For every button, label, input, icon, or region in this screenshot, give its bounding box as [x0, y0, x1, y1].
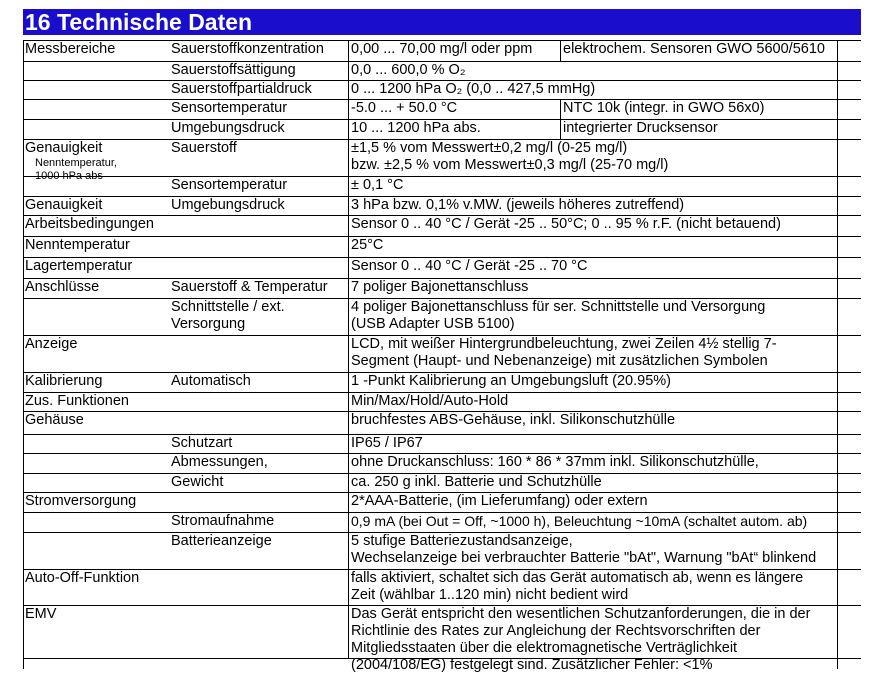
- cell-text: Automatisch: [171, 373, 251, 389]
- cell-c2: [348, 435, 861, 453]
- cell-text: bruchfestes ABS-Gehäuse, inkl. Silikonschutzhülle: [351, 412, 676, 428]
- cell-c2: [348, 474, 861, 492]
- cell-c2: [348, 258, 861, 278]
- table-row: [23, 393, 861, 412]
- cell-c0: [23, 474, 169, 492]
- cell-text: Anzeige: [25, 336, 78, 352]
- spec-table: [23, 40, 861, 673]
- cell-c1: [169, 493, 349, 512]
- cell-text: Versorgung: [171, 316, 246, 332]
- cell-text: ± 0,1 °C: [351, 177, 404, 193]
- cell-c1: [169, 513, 349, 532]
- cell-c1: [169, 81, 349, 99]
- table-left-border: [23, 40, 24, 669]
- cell-text: Lagertemperatur: [25, 258, 133, 274]
- cell-c3: [560, 100, 861, 119]
- table-row: [23, 140, 861, 182]
- cell-c2: [348, 177, 861, 196]
- cell-text: (USB Adapter USB 5100): [351, 316, 515, 332]
- cell-text: Kalibrierung: [25, 373, 103, 389]
- cell-text: Batterieanzeige: [171, 533, 272, 549]
- cell-c1: [169, 533, 349, 569]
- cell-text: Wechselanzeige bei verbrauchter Batterie "bAt", Warnung "bAt“ blinkend: [351, 550, 817, 566]
- table-row: [23, 40, 861, 62]
- table-row: [23, 412, 861, 435]
- cell-text: ±1,5 % vom Messwert±0,2 mg/l (0-25 mg/l): [351, 140, 628, 156]
- cell-c0: [23, 435, 169, 453]
- cell-subtext: Nenntemperatur,: [35, 157, 117, 169]
- cell-c1: [169, 41, 349, 61]
- cell-c2: [348, 412, 861, 434]
- cell-c0: [23, 493, 169, 512]
- cell-c1: [169, 606, 349, 658]
- cell-c1: [169, 373, 349, 392]
- cell-c1: [169, 140, 349, 176]
- cell-c1: [169, 336, 349, 372]
- cell-text: Sauerstoffsättigung: [171, 62, 296, 78]
- cell-c0: [23, 533, 169, 569]
- cell-text: Abmessungen,: [171, 454, 268, 470]
- cell-c1: [169, 474, 349, 492]
- cell-text: Sauerstoffpartialdruck: [171, 81, 312, 97]
- cell-text: Stromaufnahme: [171, 513, 275, 529]
- cell-text: Sensor 0 .. 40 °C / Gerät -25 .. 50°C; 0 .. 95 % r.F. (nicht betauend): [351, 216, 781, 232]
- table-row: [23, 570, 861, 606]
- cell-c2: [348, 279, 861, 298]
- cell-text: Sensortemperatur: [171, 177, 288, 193]
- cell-c0: [23, 513, 169, 532]
- cell-subtext: 1000 hPa abs: [35, 170, 103, 182]
- cell-c0: [23, 177, 169, 196]
- table-row: [23, 279, 861, 299]
- cell-c1: [169, 454, 349, 473]
- table-row: [23, 373, 861, 393]
- cell-text: Schnittstelle / ext.: [171, 299, 285, 315]
- cell-c3: [560, 41, 861, 61]
- cell-c1: [169, 216, 349, 236]
- cell-c2: [348, 120, 561, 139]
- cell-text: Gehäuse: [25, 412, 84, 428]
- cell-c0: [23, 412, 169, 434]
- cell-text: 2*AAA-Batterie, (im Lieferumfang) oder extern: [351, 493, 648, 509]
- table-right-border: [837, 40, 838, 669]
- cell-c0: [23, 336, 169, 372]
- cell-c0: [23, 216, 169, 236]
- cell-text: elektrochem. Sensoren GWO 5600/5610: [563, 41, 825, 57]
- cell-c2: [348, 373, 861, 392]
- cell-c0: [23, 140, 169, 182]
- cell-text: Segment (Haupt- und Nebenanzeige) mit zusätzlichen Symbolen: [351, 353, 768, 369]
- page-title: 16 Technische Daten: [23, 9, 861, 35]
- cell-c0: [23, 279, 169, 298]
- cell-c0: [23, 81, 169, 99]
- cell-c0: [23, 570, 169, 605]
- cell-text: Auto-Off-Funktion: [25, 570, 140, 586]
- cell-text: Zus. Funktionen: [25, 393, 129, 409]
- cell-text: IP65 / IP67: [351, 435, 423, 451]
- cell-c1: [169, 258, 349, 278]
- cell-c0: [23, 237, 169, 257]
- cell-text: Schutzart: [171, 435, 233, 451]
- cell-text: Arbeitsbedingungen: [25, 216, 154, 232]
- cell-text: 5 stufige Batteriezustandsanzeige,: [351, 533, 573, 549]
- cell-text: Richtlinie des Rates zur Angleichung der Rechtsvorschriften der: [351, 623, 761, 639]
- cell-c2: [348, 197, 861, 215]
- cell-c1: [169, 100, 349, 119]
- table-row: [23, 454, 861, 474]
- table-row: [23, 474, 861, 493]
- cell-c2: [348, 41, 561, 61]
- cell-c1: [169, 570, 349, 605]
- cell-c0: [23, 606, 169, 658]
- cell-text: Sensortemperatur: [171, 100, 288, 116]
- cell-text: NTC 10k (integr. in GWO 56x0): [563, 100, 765, 116]
- table-row: [23, 493, 861, 513]
- table-row: [23, 62, 861, 81]
- cell-text: Nenntemperatur: [25, 237, 130, 253]
- cell-text: 7 poliger Bajonettanschluss: [351, 279, 529, 295]
- cell-text: LCD, mit weißer Hintergrundbeleuchtung, zwei Zeilen 4½ stellig 7-: [351, 336, 777, 352]
- cell-c1: [169, 299, 349, 335]
- cell-c2: [348, 81, 861, 99]
- cell-c0: [23, 41, 169, 61]
- cell-text: Sauerstoff: [171, 140, 237, 156]
- cell-text: Anschlüsse: [25, 279, 100, 295]
- cell-text: Messbereiche: [25, 41, 116, 57]
- cell-c3: [560, 120, 861, 139]
- table-row: [23, 513, 861, 533]
- cell-c2: [348, 606, 861, 673]
- cell-text: Umgebungsdruck: [171, 120, 285, 136]
- cell-c1: [169, 120, 349, 139]
- cell-text: ca. 250 g inkl. Batterie und Schutzhülle: [351, 474, 602, 490]
- cell-text: EMV: [25, 606, 57, 622]
- cell-c0: [23, 393, 169, 411]
- cell-c2: [348, 336, 861, 372]
- cell-c1: [169, 393, 349, 411]
- cell-text: 0,9 mA (bei Out = Off, ~1000 h), Beleuchtung ~10mA (schaltet autom. ab): [351, 513, 808, 529]
- table-row: [23, 81, 861, 100]
- table-row: [23, 120, 861, 140]
- table-row: [23, 258, 861, 279]
- cell-c2: [348, 493, 861, 512]
- cell-c0: [23, 120, 169, 139]
- cell-c1: [169, 62, 349, 80]
- cell-text: Umgebungsdruck: [171, 197, 285, 213]
- cell-text: Das Gerät entspricht den wesentlichen Schutzanforderungen, die in der: [351, 606, 811, 622]
- cell-c2: [348, 237, 861, 257]
- cell-text: Min/Max/Hold/Auto-Hold: [351, 393, 509, 409]
- cell-c2: [348, 140, 861, 176]
- cell-text: Sensor 0 .. 40 °C / Gerät -25 .. 70 °C: [351, 258, 588, 274]
- cell-c2: [348, 533, 861, 569]
- cell-c0: [23, 197, 169, 215]
- cell-c1: [169, 237, 349, 257]
- cell-text: Sauerstoffkonzentration: [171, 41, 324, 57]
- cell-c2: [348, 100, 561, 119]
- table-row: [23, 435, 861, 454]
- cell-text: 4 poliger Bajonettanschluss für ser. Schnittstelle und Versorgung: [351, 299, 766, 315]
- cell-text: 1 -Punkt Kalibrierung an Umgebungsluft (20.95%): [351, 373, 671, 389]
- cell-text: Sauerstoff & Temperatur: [171, 279, 328, 295]
- table-row: [23, 606, 861, 673]
- table-row: [23, 197, 861, 216]
- cell-c1: [169, 435, 349, 453]
- cell-c1: [169, 177, 349, 196]
- cell-c0: [23, 373, 169, 392]
- cell-text: Stromversorgung: [25, 493, 137, 509]
- cell-text: 25°C: [351, 237, 384, 253]
- cell-text: (2004/108/EG) festgelegt sind. Zusätzlicher Fehler: <1%: [351, 657, 713, 673]
- cell-c2: [348, 299, 861, 335]
- cell-c2: [348, 216, 861, 236]
- cell-text: Mitgliedsstaaten über die elektromagnetische Verträglichkeit: [351, 640, 738, 656]
- cell-text: Genauigkeit: [25, 140, 103, 156]
- cell-c2: [348, 454, 861, 473]
- cell-c0: [23, 62, 169, 80]
- cell-c2: [348, 62, 861, 80]
- table-row: [23, 336, 861, 373]
- cell-text: -5.0 ... + 50.0 °C: [351, 100, 458, 116]
- cell-c0: [23, 258, 169, 278]
- cell-c1: [169, 412, 349, 434]
- cell-text: ohne Druckanschluss: 160 * 86 * 37mm inkl. Silikonschutzhülle,: [351, 454, 759, 470]
- cell-text: 0 ... 1200 hPa O₂ (0,0 .. 427,5 mmHg): [351, 81, 596, 97]
- table-row: [23, 237, 861, 258]
- cell-text: 10 ... 1200 hPa abs.: [351, 120, 481, 136]
- table-row: [23, 216, 861, 237]
- cell-c2: [348, 570, 861, 605]
- table-row: [23, 100, 861, 120]
- cell-c0: [23, 454, 169, 473]
- cell-text: 3 hPa bzw. 0,1% v.MW. (jeweils höheres zutreffend): [351, 197, 685, 213]
- cell-text: Gewicht: [171, 474, 224, 490]
- cell-text: Zeit (wählbar 1..120 min) nicht bedient wird: [351, 587, 629, 603]
- cell-c2: [348, 513, 861, 532]
- cell-c0: [23, 100, 169, 119]
- cell-c1: [169, 279, 349, 298]
- cell-c1: [169, 197, 349, 215]
- cell-text: bzw. ±2,5 % vom Messwert±0,3 mg/l (25-70 mg/l): [351, 157, 669, 173]
- cell-text: falls aktiviert, schaltet sich das Gerät automatisch ab, wenn es längere: [351, 570, 804, 586]
- table-row: [23, 299, 861, 336]
- cell-c0: [23, 299, 169, 335]
- table-row: [23, 177, 861, 197]
- cell-text: Genauigkeit: [25, 197, 103, 213]
- cell-c2: [348, 393, 861, 411]
- cell-text: 0,00 ... 70,00 mg/l oder ppm: [351, 41, 533, 57]
- cell-text: 0,0 ... 600,0 % O₂: [351, 62, 466, 78]
- cell-text: integrierter Drucksensor: [563, 120, 718, 136]
- table-row: [23, 533, 861, 570]
